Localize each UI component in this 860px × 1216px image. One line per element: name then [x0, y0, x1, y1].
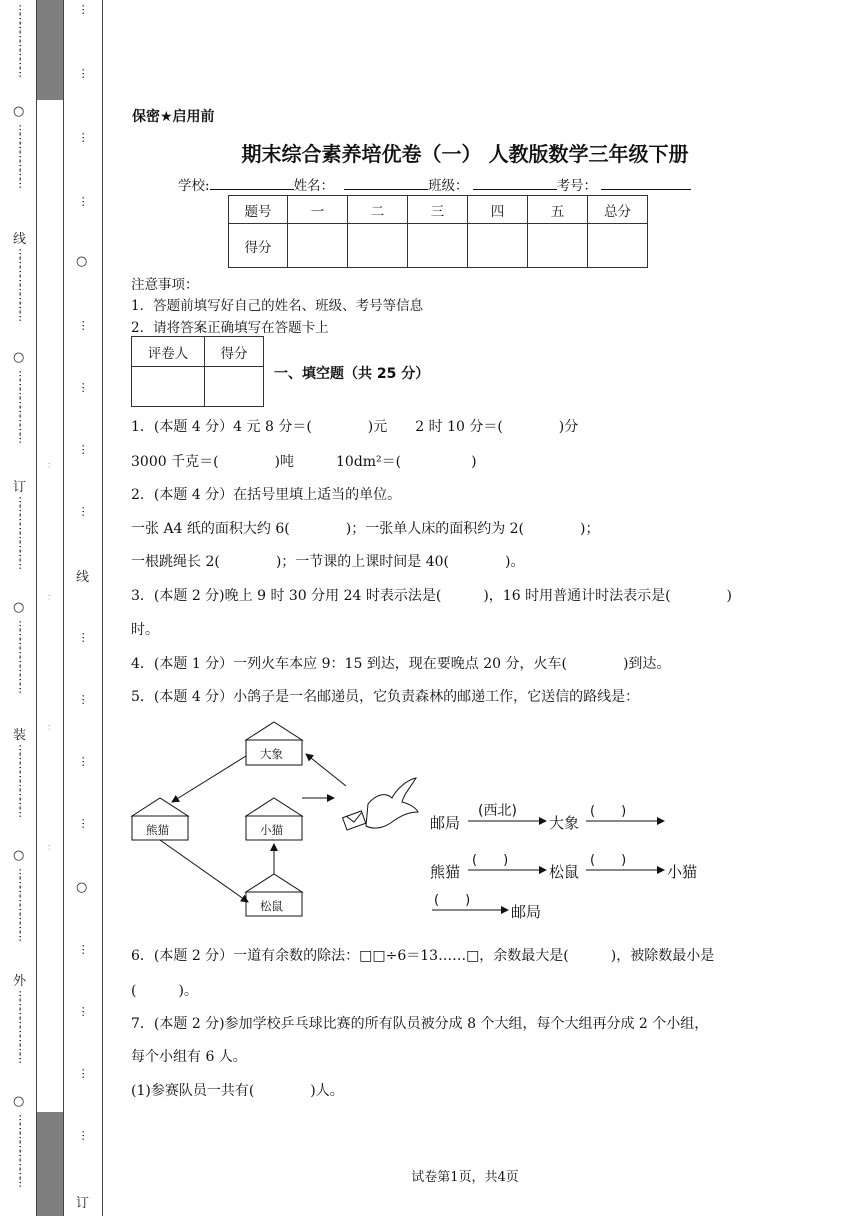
- score-cell[interactable]: [588, 224, 648, 268]
- student-info-line: [178, 174, 691, 194]
- middle-mark-2: ：: [47, 593, 57, 603]
- outer-dots-3: ⋯ ⋯ ⋯ ⋯ ⋯ ⋯ ⋯ ⋯: [14, 248, 27, 320]
- question-5: 5．(本题 4 分）小鸽子是一名邮递员，它负责森林的邮递工作，它送信的路线是：: [131, 689, 640, 705]
- inner-dots-6: ⋯: [77, 382, 90, 391]
- notes-title: 注意事项：: [131, 277, 199, 293]
- outer-circle-5: ○: [13, 1094, 25, 1109]
- score-header-cell: 四: [468, 196, 528, 224]
- question-6-line-2: ( )。: [131, 983, 198, 999]
- question-4: 4．(本题 1 分）一列火车本应 9：15 到达，现在要晚点 20 分，火车( )到达。: [131, 656, 671, 672]
- inner-dots-2: ⋯: [77, 68, 90, 77]
- route3-blank[interactable]: ( ): [434, 893, 471, 908]
- score-header-cell: 五: [528, 196, 588, 224]
- exam-title: 期末综合素养培优卷（一） 人教版数学三年级下册: [241, 142, 689, 166]
- inner-dots-15: ⋯: [77, 1068, 90, 1077]
- outer-dots-6: ⋯ ⋯ ⋯ ⋯ ⋯ ⋯ ⋯ ⋯: [14, 620, 27, 692]
- name-label: 姓名：: [293, 178, 335, 194]
- grader-table: [131, 336, 264, 407]
- page-footer: 试卷第1页，共4页: [411, 1170, 519, 1185]
- outer-dots-10: ⋯ ⋯ ⋯ ⋯ ⋯ ⋯ ⋯ ⋯: [14, 1114, 27, 1186]
- route1-end: 大象: [549, 814, 580, 832]
- middle-mark-3: ：: [47, 723, 57, 733]
- route2-end: 小猫: [667, 863, 698, 881]
- question-2-line-2: 一根跳绳长 2( )；一节课的上课时间是 40( )。: [131, 554, 525, 570]
- score-row-label: 得分: [229, 224, 288, 268]
- middle-mark-1: ：: [47, 461, 57, 471]
- inner-dots-13: ⋯: [77, 944, 90, 953]
- kitten-label: 小猫: [260, 823, 283, 837]
- outer-char-wai: 外: [13, 974, 27, 989]
- inner-dots-14: ⋯: [77, 1006, 90, 1015]
- outer-char-ding: 订: [13, 480, 27, 495]
- outer-char-zhuang: 装: [13, 728, 27, 743]
- route3-end: 邮局: [511, 903, 542, 921]
- outer-dots-8: ⋯ ⋯ ⋯ ⋯ ⋯ ⋯ ⋯ ⋯: [14, 868, 27, 940]
- outer-circle-3: ○: [13, 600, 25, 615]
- inner-dots-9: ⋯: [77, 632, 90, 641]
- number-label: 考号：: [556, 178, 598, 194]
- number-field[interactable]: [601, 175, 691, 190]
- inner-dots-3: ⋯: [77, 132, 90, 141]
- notes-item-1: 1．答题前填写好自己的姓名、班级、考号等信息: [131, 298, 424, 314]
- question-2: 2．(本题 4 分）在括号里填上适当的单位。: [131, 487, 402, 503]
- outer-char-line: 线: [13, 232, 27, 247]
- route2-blank-2[interactable]: ( ): [590, 853, 627, 868]
- question-2-line-1: 一张 A4 纸的面积大约 6( )；一张单人床的面积约为 2( )；: [131, 521, 600, 537]
- route1-direction: (西北): [478, 803, 517, 819]
- class-field[interactable]: [473, 175, 557, 190]
- outer-dots-9: ⋯ ⋯ ⋯ ⋯ ⋯ ⋯ ⋯ ⋯: [14, 990, 27, 1062]
- inner-dots-1: ⋯: [77, 4, 90, 13]
- score-table: [228, 195, 648, 268]
- inner-dots-11: ⋯: [77, 756, 90, 765]
- inner-circle-2: ○: [76, 880, 88, 895]
- inner-dots-10: ⋯: [77, 694, 90, 703]
- panda-label: 熊猫: [146, 823, 169, 837]
- pigeon-icon: [343, 778, 418, 830]
- inner-dots-8: ⋯: [77, 506, 90, 515]
- question-6-line-1: 6．(本题 2 分）一道有余数的除法：□□÷6＝13……□，余数最大是( )，被除数最小是: [131, 948, 715, 964]
- route1-start: 邮局: [430, 814, 461, 832]
- inner-circle-1: ○: [76, 254, 88, 269]
- inner-dots-16: ⋯: [77, 1130, 90, 1139]
- question-1-line-2: 3000 千克＝( )吨 10dm²＝( ): [131, 454, 477, 470]
- question-7-line-2: 每个小组有 6 人。: [131, 1049, 247, 1065]
- route1-blank[interactable]: ( ): [590, 804, 627, 819]
- question-3-line-2: 时。: [131, 622, 159, 638]
- inner-dots-5: ⋯: [77, 320, 90, 329]
- class-label: 班级：: [428, 178, 469, 194]
- inner-dots-7: ⋯: [77, 444, 90, 453]
- score-cell[interactable]: [408, 224, 468, 268]
- score-header-cell: 三: [408, 196, 468, 224]
- outer-dots-7: ⋯ ⋯ ⋯ ⋯ ⋯ ⋯ ⋯ ⋯: [14, 744, 27, 816]
- grader-score-header: 得分: [205, 337, 264, 367]
- name-field[interactable]: [344, 175, 428, 190]
- score-cell[interactable]: [348, 224, 408, 268]
- score-header-cell: 二: [348, 196, 408, 224]
- elephant-label: 大象: [260, 747, 283, 761]
- route2-blank-1[interactable]: ( ): [472, 853, 509, 868]
- outer-dots-4: ⋯ ⋯ ⋯ ⋯ ⋯ ⋯ ⋯ ⋯: [14, 370, 27, 442]
- grader-header: 评卷人: [132, 337, 205, 367]
- question-7-part-1: (1)参赛队员一共有( )人。: [131, 1083, 344, 1099]
- grader-cell[interactable]: [132, 367, 205, 407]
- score-header-cell: 总分: [588, 196, 648, 224]
- arrow-post-to-elephant: [306, 754, 346, 786]
- question-1-line-1: 1．(本题 4 分）4 元 8 分＝( )元 2 时 10 分＝( )分: [131, 419, 579, 435]
- grader-score-cell[interactable]: [205, 367, 264, 407]
- score-cell[interactable]: [528, 224, 588, 268]
- school-field[interactable]: [210, 175, 294, 190]
- arrow-panda-to-squirrel: [160, 840, 248, 902]
- score-header-cell: 一: [288, 196, 348, 224]
- inner-char-ding: 订: [76, 1196, 90, 1211]
- middle-mark-4: ：: [47, 843, 57, 853]
- section-1-title: 一、填空题（共 25 分）: [274, 366, 430, 382]
- outer-dots-5: ⋯ ⋯ ⋯ ⋯ ⋯ ⋯ ⋯ ⋯: [14, 496, 27, 568]
- outer-circle-1: ○: [13, 104, 25, 119]
- confidential-label: 保密★启用前: [132, 109, 215, 125]
- outer-circle-4: ○: [13, 848, 25, 863]
- arrow-elephant-to-panda: [172, 756, 246, 802]
- inner-dots-12: ⋯: [77, 818, 90, 827]
- inner-dots-4: ⋯: [77, 196, 90, 205]
- outer-dots-2: ⋯ ⋯ ⋯ ⋯ ⋯ ⋯ ⋯: [14, 124, 27, 187]
- score-header-cell: 题号: [229, 196, 288, 224]
- score-cell[interactable]: [468, 224, 528, 268]
- school-label: 学校:: [178, 178, 210, 194]
- route2-start: 熊猫: [430, 863, 461, 881]
- squirrel-label: 松鼠: [260, 899, 283, 913]
- outer-binding-column: ⋯ ⋯ ⋯ ⋯ ⋯ ⋯ ⋯ ⋯: [14, 4, 27, 76]
- outer-circle-2: ○: [13, 350, 25, 365]
- question-7-line-1: 7．(本题 2 分)参加学校乒乓球比赛的所有队员被分成 8 个大组，每个大组再分成 2 个小组，: [131, 1016, 709, 1032]
- notes-item-2: 2．请将答案正确填写在答题卡上: [131, 320, 329, 336]
- route2-mid: 松鼠: [549, 863, 580, 881]
- question-3-line-1: 3．(本题 2 分)晚上 9 时 30 分用 24 时表示法是( )，16 时用普通计时法表示是( ): [131, 588, 732, 604]
- score-cell[interactable]: [288, 224, 348, 268]
- inner-char-line: 线: [76, 570, 90, 585]
